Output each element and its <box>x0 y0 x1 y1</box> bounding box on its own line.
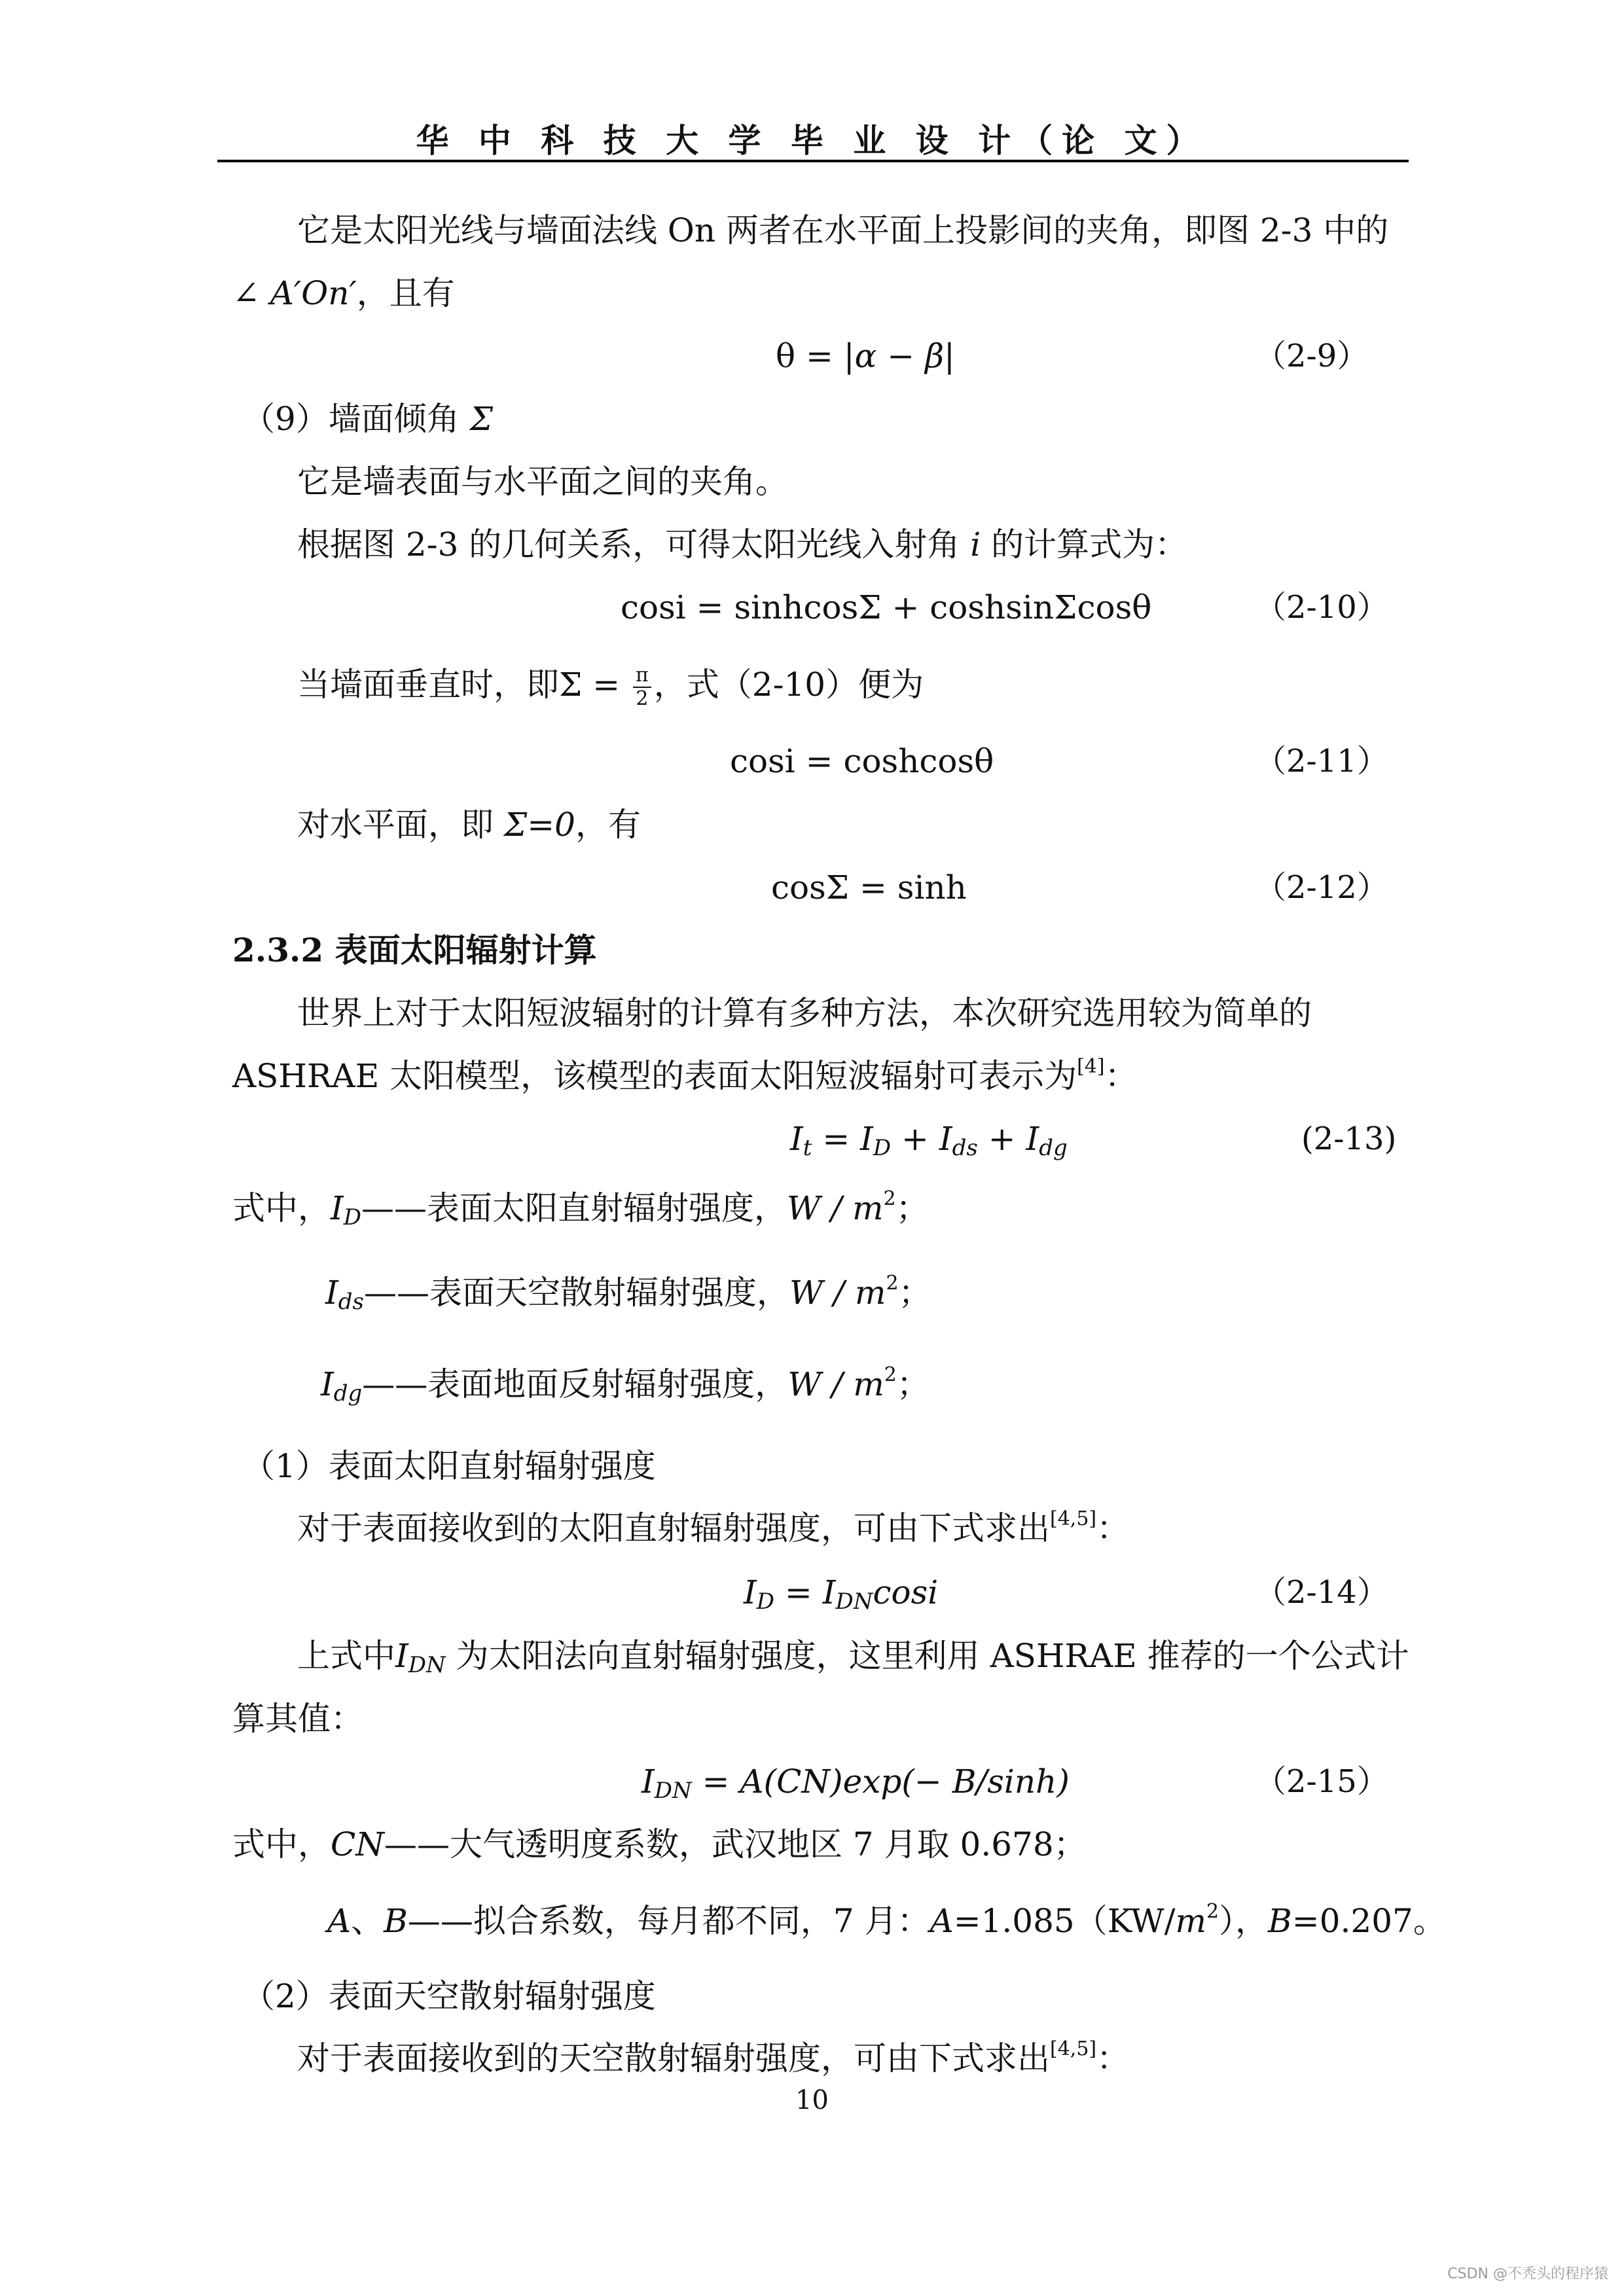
paragraph-line: 对于表面接收到的天空散射辐射强度，可由下式求出[4,5]： <box>297 2037 1130 2077</box>
equation-number: (2-13) <box>1301 1121 1397 1157</box>
equation-number: （2-15） <box>1255 1763 1388 1800</box>
paragraph-line: 根据图 2-3 的几何关系，可得太阳光线入射角 i 的计算式为： <box>297 526 1188 564</box>
equation-2-14: $I_D = I_{DN}\cos i$ <box>744 1573 939 1615</box>
definition-line: 式中，$I_D——$表面太阳直射辐射强度，W / $m^2$； <box>232 1187 929 1230</box>
running-header: 华 中 科 技 大 学 毕 业 设 计（论 文） <box>416 121 1208 160</box>
equation-number: （2-9） <box>1255 338 1369 374</box>
paragraph-line: 上式中$I_{DN}$ 为太阳法向直射辐射强度，这里利用 ASHRAE 推荐的一个公式计 <box>297 1637 1409 1678</box>
equation-2-9: θ = |α − β| <box>776 337 955 375</box>
equation-2-13: $I_t = I_D + I_{ds} + I_{dg}$ <box>790 1120 1068 1161</box>
paragraph-line: 对水平面，即 Σ=0，有 <box>297 806 641 844</box>
paragraph-line: ∠ A′On′，且有 <box>232 274 455 312</box>
fraction: $\frac{\pi}{2}$ <box>633 664 651 710</box>
paragraph-line: 世界上对于太阳短波辐射的计算有多种方法，本次研究选用较为简单的 <box>297 994 1312 1032</box>
section-heading: 2.3.2 表面太阳辐射计算 <box>232 931 597 969</box>
paragraph-line: 算其值： <box>232 1700 363 1738</box>
equation-number: （2-14） <box>1255 1574 1388 1611</box>
equation-2-11: cosi = coshcosθ <box>730 742 994 780</box>
equation-number: （2-12） <box>1255 869 1388 906</box>
list-item: （9）墙面倾角 Σ <box>242 400 494 438</box>
equation-number: （2-10） <box>1255 589 1388 626</box>
page-number: 10 <box>795 2085 829 2115</box>
header-rule <box>217 160 1409 162</box>
watermark: CSDN @不秃头的程序猿 <box>1447 2266 1608 2282</box>
equation-2-12: cosΣ = sinh <box>771 869 967 906</box>
paragraph-line: 它是墙表面与水平面之间的夹角。 <box>297 463 788 501</box>
definition-line: 式中，CN——大气透明度系数，武汉地区 7 月取 0.678； <box>232 1825 1087 1863</box>
definition-line: A、B——拟合系数，每月都不同，7 月：$A=1.085(KW/m^2)$，B=0.207。 <box>327 1900 1446 1940</box>
list-item: （1）表面太阳直射辐射强度 <box>242 1447 656 1485</box>
paragraph-line: 对于表面接收到的太阳直射辐射强度，可由下式求出[4,5]： <box>297 1507 1130 1547</box>
equation-number: （2-11） <box>1255 743 1388 780</box>
paragraph-line: ASHRAE 太阳模型，该模型的表面太阳短波辐射可表示为[4]： <box>232 1055 1138 1095</box>
list-item: （2）表面天空散射辐射强度 <box>242 1977 656 2015</box>
equation-2-10: cosi = sinhcosΣ + coshsinΣcosθ <box>621 588 1152 626</box>
definition-line: $I_{dg}——$表面地面反射辐射强度，W / $m^2$； <box>321 1363 929 1407</box>
paragraph-line: 当墙面垂直时，即Σ = $\frac{\pi}{2}$ ，式（2-10）便为 <box>297 664 924 710</box>
equation-2-15: $I_{DN} = A(CN)\exp(- B/\sinh)$ <box>641 1763 1070 1804</box>
definition-line: $I_{ds}——$表面天空散射辐射强度，W / $m^2$； <box>325 1272 931 1315</box>
paragraph-line: 它是太阳光线与墙面法线 On 两者在水平面上投影间的夹角，即图 2-3 中的 <box>297 211 1389 249</box>
